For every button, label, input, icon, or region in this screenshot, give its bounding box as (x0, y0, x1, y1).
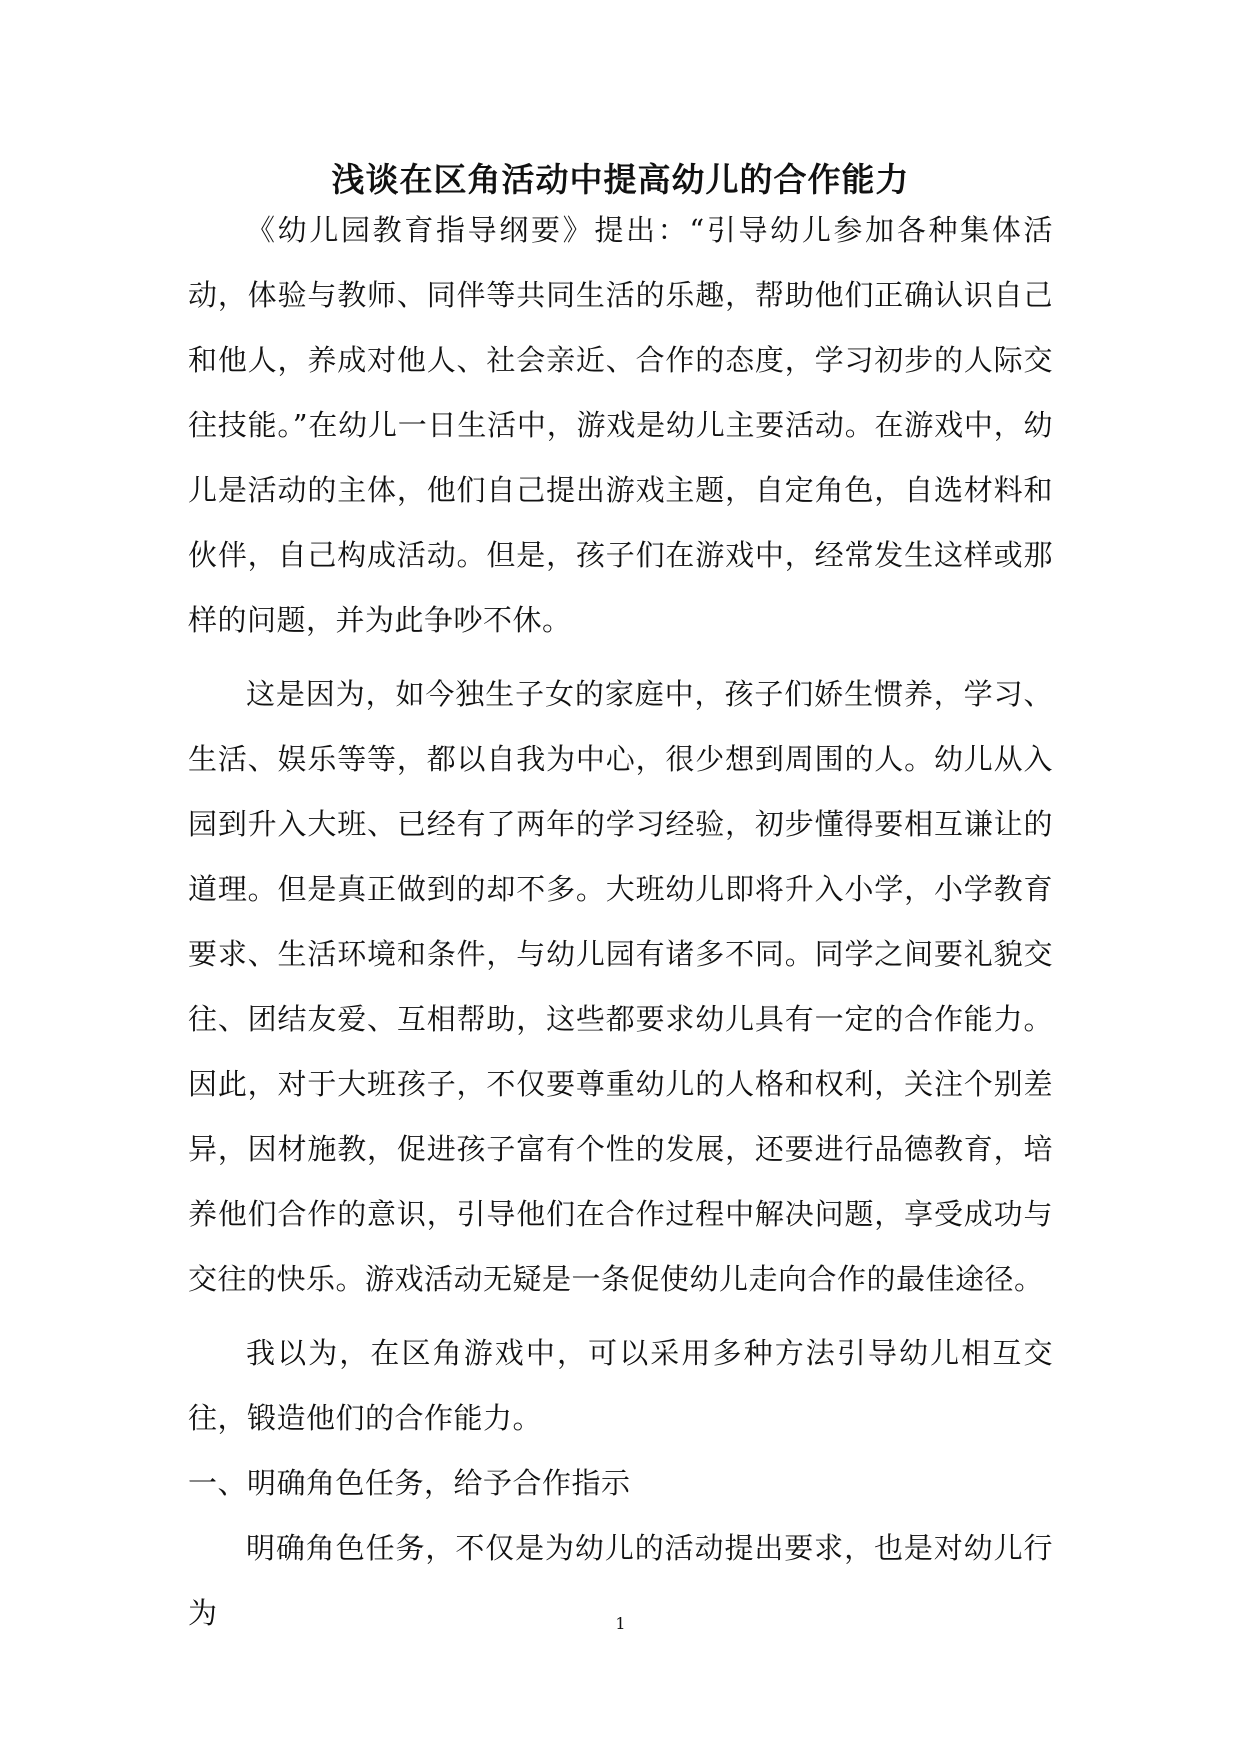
page-number: 1 (615, 1614, 626, 1633)
document-body (188, 198, 1053, 1646)
paragraph-3: 我以为，在区角游戏中，可以采用多种方法引导幼儿相互交往，锻造他们的合作能力。 (188, 1336, 1053, 1435)
paragraph-2: 这是因为，如今独生子女的家庭中，孩子们娇生惯养，学习、生活、娱乐等等，都以自我为中心，很少想到周围的人。幼儿从入园到升入大班、已经有了两年的学习经验，初步懂得要相互谦让的道理。但是真正做到的却不多。大班幼儿即将升入小学，小学教育要求、生活环境和条件，与幼儿园有诸多不同。同学之间要礼貌交往、团结友爱、互相帮助，这些都要求幼儿具有一定的合作能力。因此，对于大班孩子，不仅要尊重幼儿的人格和权利，关注个别差异，因材施教，促进孩子富有个性的发展，还要进行品德教育，培养他们合作的意识，引导他们在合作过程中解决问题，享受成功与交往的快乐。游戏活动无疑是一条促使幼儿走向合作的最佳途径。 (188, 677, 1053, 1296)
paragraph-1: 《幼儿园教育指导纲要》提出：“引导幼儿参加各种集体活动，体验与教师、同伴等共同生活的乐趣，帮助他们正确认识自己和他人，养成对他人、社会亲近、合作的态度，学习初步的人际交往技能。”在幼儿一日生活中，游戏是幼儿主要活动。在游戏中，幼儿是活动的主体，他们自己提出游戏主题，自定角色，自选材料和伙伴，自己构成活动。但是，孩子们在游戏中，经常发生这样或那样的问题，并为此争吵不休。 (188, 213, 1053, 637)
document-title: 浅谈在区角活动中提高幼儿的合作能力 (331, 160, 910, 199)
section-paragraph: 明确角色任务，不仅是为幼儿的活动提出要求，也是对幼儿行为 (188, 1531, 1053, 1630)
section-heading: 一、明确角色任务，给予合作指示 (188, 1466, 631, 1500)
